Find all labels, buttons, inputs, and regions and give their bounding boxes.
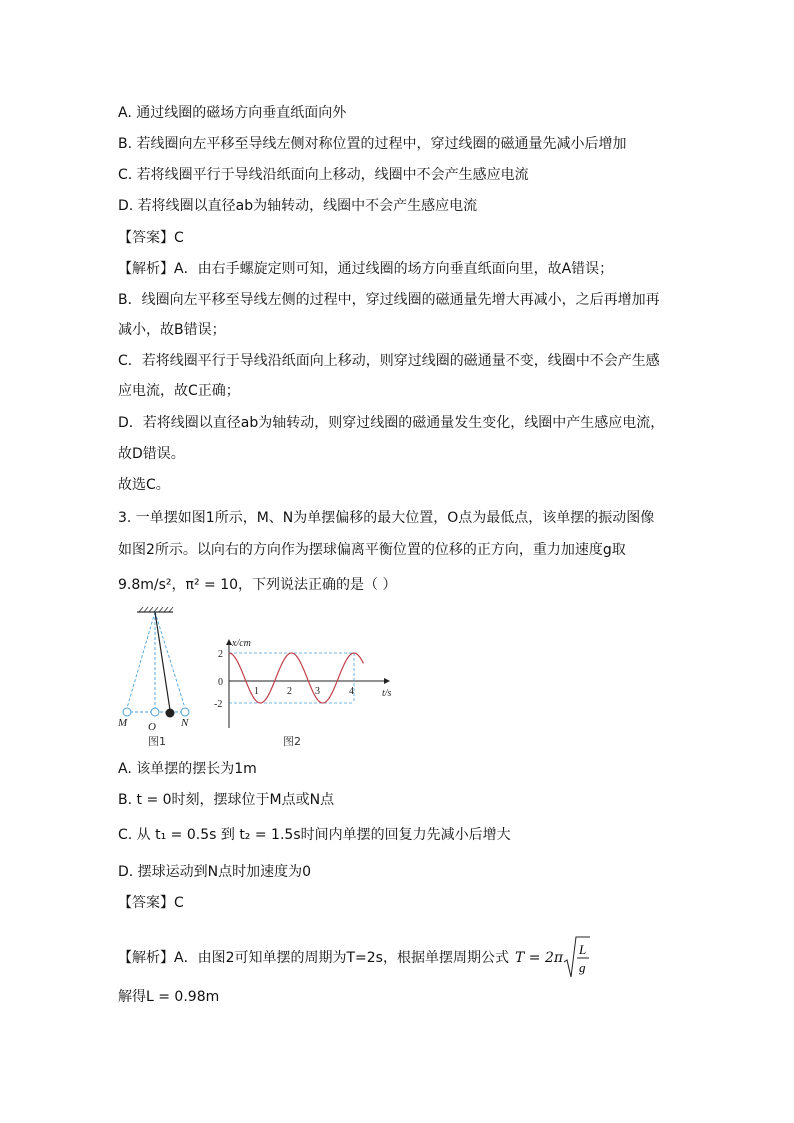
q2-analysis-line: 故D错误。 — [118, 446, 185, 462]
label-n: N — [181, 717, 189, 729]
x-tick-label: 2 — [287, 686, 292, 697]
q2-conclusion: 故选C。 — [118, 477, 170, 493]
q3-option-d: D. 摆球运动到N点时加速度为0 — [118, 864, 312, 880]
q3-option-b: B. t = 0时刻，摆球位于M点或N点 — [118, 792, 335, 808]
q2-option-d: D. 若将线圈以直径ab为轴转动，线圈中不会产生感应电流 — [118, 198, 478, 214]
formula-denominator: g — [579, 960, 586, 975]
figure-2-caption: 图2 — [283, 735, 301, 748]
x-axis-label: t/s — [382, 688, 392, 699]
q3-stem-line: 3. 一单摆如图1所示，M、N为单摆偏移的最大位置，O点为最低点，该单摆的振动图像 — [118, 510, 655, 526]
q2-analysis-line: 应电流，故C正确； — [118, 383, 240, 399]
x-tick-label: 3 — [315, 686, 320, 697]
q3-stem-line: 如图2所示。以向右的方向作为摆球偏离平衡位置的位移的正方向，重力加速度g取 — [118, 542, 626, 558]
q2-option-b: B. 若线圈向左平移至导线左侧对称位置的过程中，穿过线圈的磁通量先减小后增加 — [118, 136, 627, 152]
y-axis-label: x/cm — [232, 638, 251, 649]
q2-option-c: C. 若将线圈平行于导线沿纸面向上移动，线圈中不会产生感应电流 — [118, 167, 529, 183]
figure-1-pendulum — [115, 606, 195, 733]
label-o: O — [148, 721, 156, 733]
q3-analysis-result: 解得L = 0.98m — [118, 989, 220, 1005]
y-tick-label: 2 — [218, 649, 223, 660]
q3-option-a: A. 该单摆的摆长为1m — [118, 761, 257, 777]
q3-analysis-line — [118, 935, 591, 981]
q2-analysis-line: D．若将线圈以直径ab为轴转动，则穿过线圈的磁通量发生变化，线圈中产生感应电流， — [118, 415, 665, 431]
q3-answer: 【答案】C — [118, 895, 184, 911]
y-tick-label: 0 — [218, 677, 223, 688]
formula-numerator: L — [579, 942, 587, 957]
q2-analysis-line: 减小，故B错误； — [118, 322, 226, 338]
q2-option-a: A. 通过线圈的磁场方向垂直纸面向外 — [118, 105, 347, 121]
q2-analysis-line: C．若将线圈平行于导线沿纸面向上移动，则穿过线圈的磁通量不变，线圈中不会产生感 — [118, 353, 660, 369]
x-tick-label: 4 — [349, 686, 354, 697]
sqrt-fraction — [563, 935, 591, 981]
q2-analysis-line: 【解析】A．由右手螺旋定则可知，通过线圈的场方向垂直纸面向里，故A错误； — [118, 261, 614, 277]
period-formula-lhs: T = 2π — [514, 950, 564, 966]
figure-2-vibration-graph — [212, 636, 402, 736]
label-m: M — [118, 717, 128, 729]
y-tick-label: -2 — [214, 699, 223, 710]
figure-1-caption: 图1 — [148, 735, 166, 748]
q2-answer: 【答案】C — [118, 230, 184, 246]
q3-stem-line: 9.8m/s²，π² = 10，下列说法正确的是（ ） — [118, 577, 397, 593]
q2-analysis-line: B．线圈向左平移至导线左侧的过程中，穿过线圈的磁通量先增大再减小，之后再增加再 — [118, 292, 660, 308]
x-tick-label: 1 — [254, 686, 259, 697]
q3-analysis-text: 【解析】A．由图2可知单摆的周期为T=2s，根据单摆周期公式 — [118, 950, 509, 966]
q3-option-c: C. 从 t₁ = 0.5s 到 t₂ = 1.5s时间内单摆的回复力先减小后增大 — [118, 827, 511, 843]
